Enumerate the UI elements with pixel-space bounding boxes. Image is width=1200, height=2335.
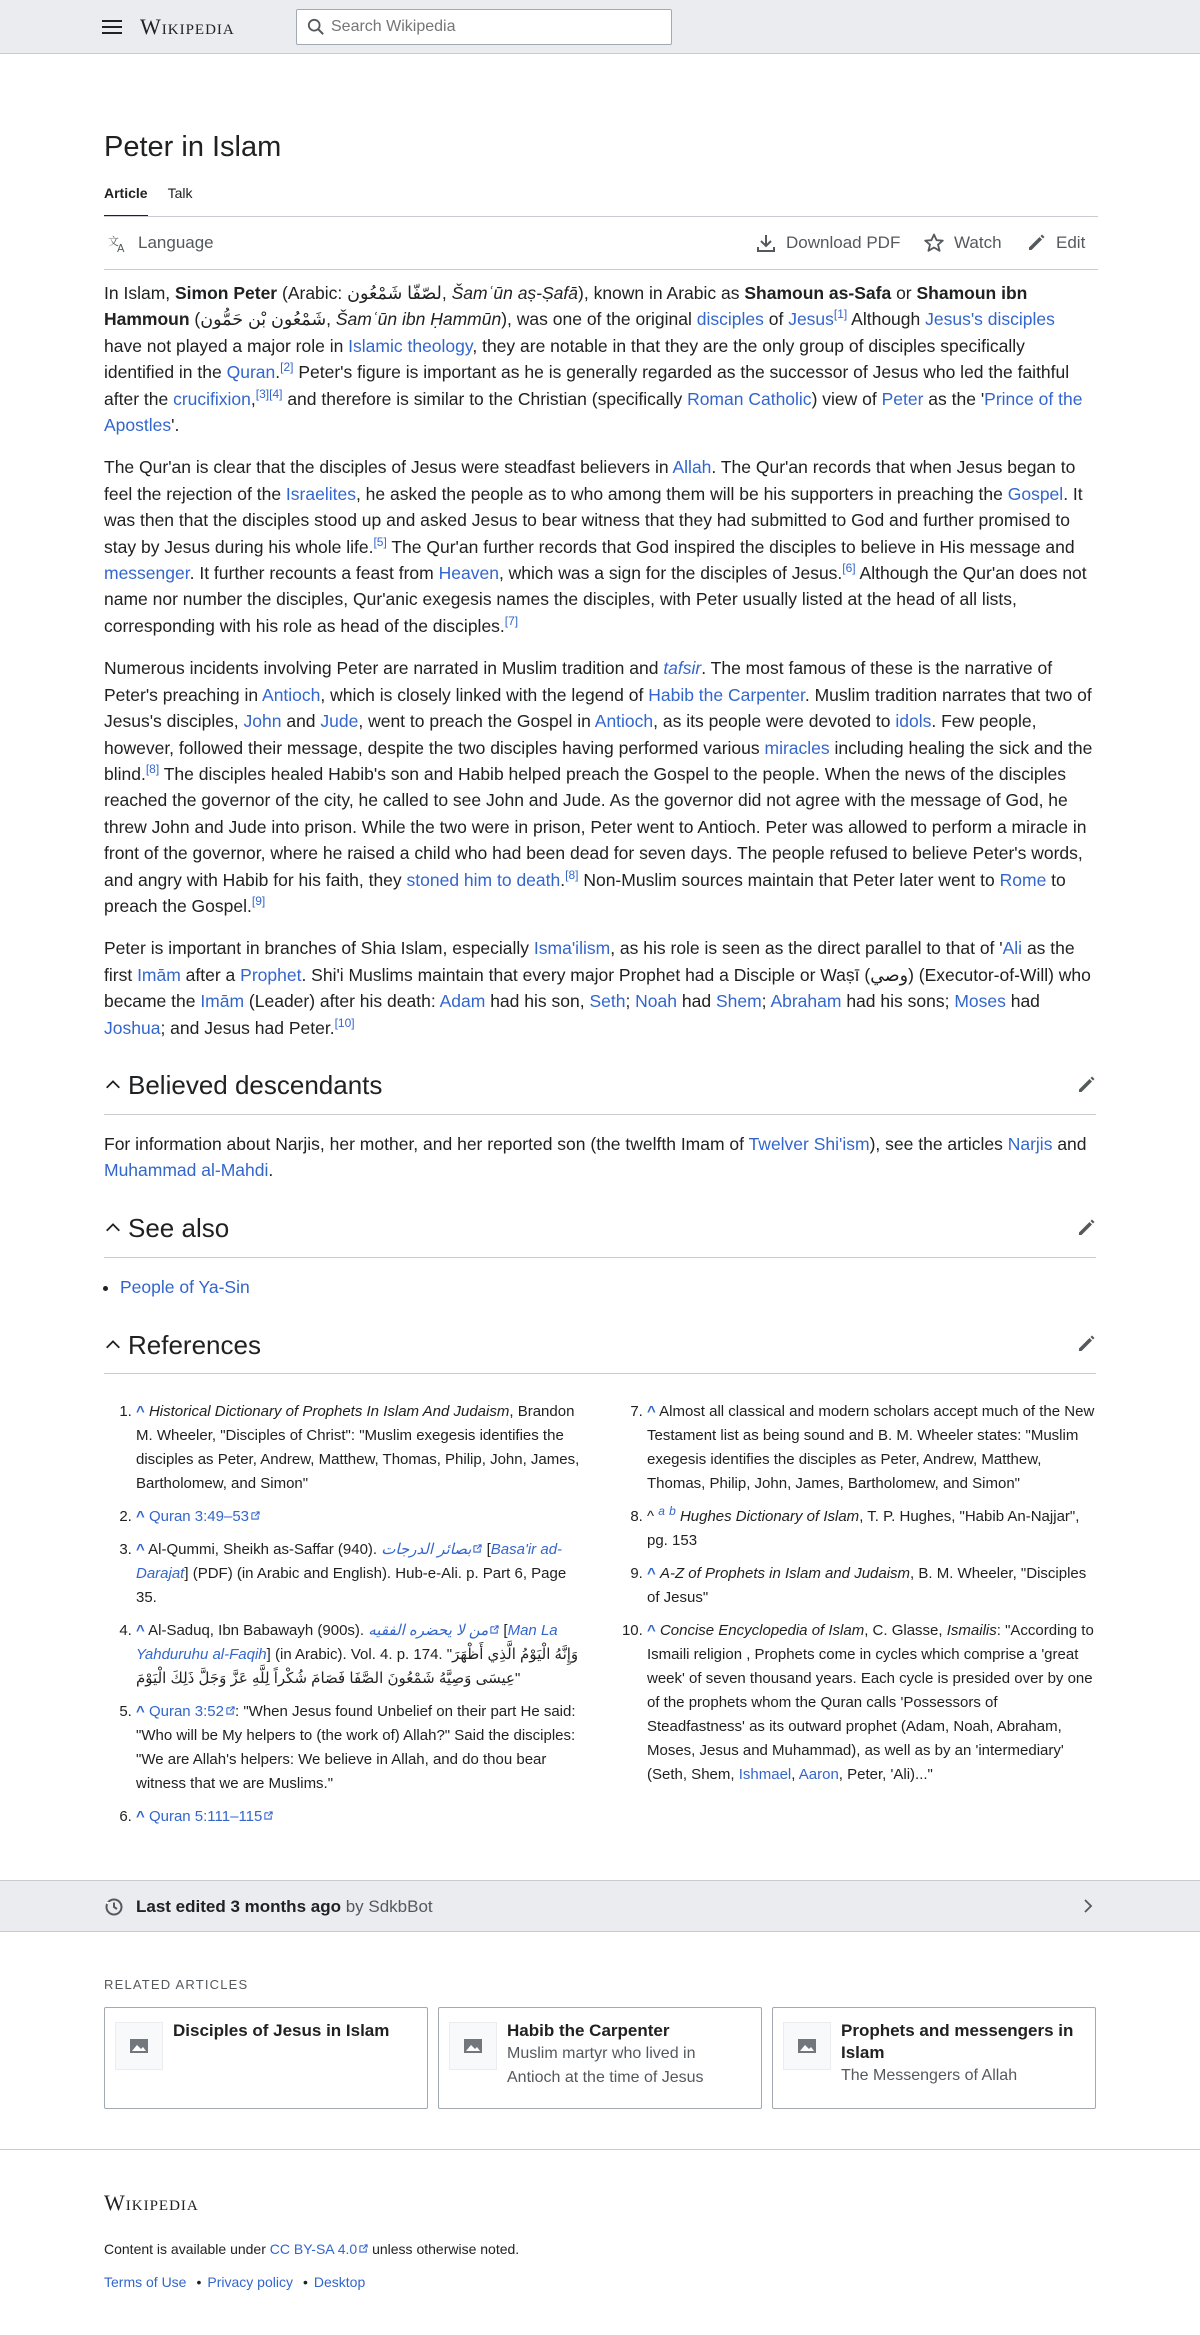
link[interactable]: Adam xyxy=(439,991,486,1012)
link[interactable]: Quran 5:111–115 xyxy=(148,1808,263,1826)
link[interactable]: Muhammad al-Mahdi xyxy=(104,1160,269,1181)
section-believed-descendants[interactable] xyxy=(104,1057,1096,1115)
chevron-up-icon[interactable] xyxy=(104,1219,122,1237)
svg-text:A: A xyxy=(117,242,125,254)
related-card-title: Habib the Carpenter xyxy=(507,2020,670,2040)
link[interactable]: Aaron xyxy=(798,1766,839,1784)
link[interactable]: Heaven xyxy=(438,563,499,584)
link[interactable]: Basa'ir ad-Darajat xyxy=(136,1541,563,1583)
related-card-desc: Muslim martyr who lived in Antioch at the time of Jesus xyxy=(507,2044,704,2086)
link[interactable]: Quran xyxy=(226,362,276,383)
last-edited-user: by SdkbBot xyxy=(340,1897,433,1917)
watch-label: Watch xyxy=(954,233,1002,252)
link[interactable]: Moses xyxy=(954,991,1006,1012)
paragraph: The Qur'an is clear that the disciples of Jesus were steadfast believers in Allah. The Qur'an records that when Jesus began to feel the rejection of the Israelites, he asked the people as to who among them will be his supporters in preaching the Gospel. It was then that the disciples stood up and asked Jesus to bear witness that they had submitted to God and further promised to stay by Jesus during his whole life.[5] The Qur'an further records that God inspired the disciples to believe in His message and messenger. It further recounts a feast from Heaven, which was a sign for the disciples of Jesus.[6] Although the Qur'an does not name nor number the disciples, Qur'anic exegesis names the disciples, with Peter usually listed at the head of all lists, corresponding with his role as head of the disciples.[7] xyxy=(104,457,1087,636)
section-heading: References xyxy=(128,1329,261,1360)
link[interactable]: من لا يحضره الفقيه xyxy=(368,1622,489,1640)
section-heading: Believed descendants xyxy=(128,1070,383,1101)
page-footer xyxy=(0,2149,1200,2335)
cite[interactable]: [4] xyxy=(269,386,283,401)
backlink[interactable]: ^ xyxy=(136,1403,145,1421)
link[interactable]: Prophet xyxy=(240,964,302,985)
backlink[interactable]: ^ xyxy=(136,1703,145,1721)
section-heading: See also xyxy=(128,1213,230,1244)
cite[interactable]: [8] xyxy=(145,762,160,777)
link[interactable]: Allah xyxy=(672,457,712,478)
link[interactable]: Jesus xyxy=(788,309,834,330)
reference-item: 9. ^ A-Z of Prophets in Islam and Judaism, B. M. Wheeler, "Disciples of Jesus" xyxy=(647,1562,1096,1610)
external-link-icon xyxy=(264,1811,273,1820)
cite[interactable]: [10] xyxy=(334,1015,355,1030)
backlink-b[interactable]: b xyxy=(669,1504,676,1519)
link[interactable]: Ishmael xyxy=(738,1766,792,1784)
references-column xyxy=(615,1400,1096,1838)
chevron-up-icon[interactable] xyxy=(104,1076,122,1094)
see-also-list xyxy=(120,1274,1096,1301)
page-tabs xyxy=(104,180,192,217)
list-item xyxy=(120,1274,1096,1301)
link[interactable]: Narjis xyxy=(1007,1133,1053,1154)
license-prefix: Content is available under xyxy=(104,2241,270,2258)
external-link-icon xyxy=(490,1625,499,1634)
menu-icon[interactable] xyxy=(102,17,122,35)
license-suffix: unless otherwise noted. xyxy=(368,2241,520,2258)
paragraph: In Islam, Simon Peter (Arabic: لصّفّا شَمْعُون, Šamʿūn aṣ-Ṣafā), known in Arabic as Shamoun as-Safa or Shamoun ibn Hammoun (شَمْعُون بْن حَمُّون, Šamʿūn ibn Ḥammūn), was one of the original disciples of Jesus[1] Although Jesus's disciples have not played a major role in Islamic theology, they are notable in that they are the only group of disciples specifically identified in the Quran.[2] Peter's figure is important as he is generally regarded as the successor of Jesus who led the faithful after the crucifixion,[3][4] and therefore is similar to the Christian (specifically Roman Catholic) view of Peter as the 'Prince of the Apostles'. xyxy=(104,283,1083,436)
backlink[interactable]: ^ xyxy=(647,1403,656,1421)
last-edited-text xyxy=(136,1894,433,1921)
cite[interactable]: [5] xyxy=(373,534,387,549)
link[interactable]: Isma'ilism xyxy=(533,938,611,959)
search-input[interactable] xyxy=(331,10,661,44)
related-card[interactable] xyxy=(104,2007,428,2109)
last-edited-bar[interactable] xyxy=(0,1880,1200,1932)
related-card[interactable] xyxy=(438,2007,762,2109)
reference-item: 8. ^ $^a$ $^b$ Hughes Dictionary of Islam, T. P. Hughes, "Habib An-Najjar", pg. 153 xyxy=(647,1505,1096,1553)
image-placeholder-icon xyxy=(115,2022,163,2070)
link[interactable]: Gospel xyxy=(1007,483,1064,504)
page-toolbar xyxy=(104,214,1098,270)
related-card-title: Disciples of Jesus in Islam xyxy=(173,2020,390,2040)
reference-item: 5. ^ Quran 3:52 : "When Jesus found Unbelief on their part He said: "Who will be My helpers to (the work of) Allah?" Said the disciples: "We are Allah's helpers: We believe in Allah, and do thou bear witness that we are Muslims." xyxy=(136,1700,585,1796)
paragraph: Peter is important in branches of Shia Islam, especially Isma'ilism, as his role is seen as the direct parallel to that of 'Ali as the first Imām after a Prophet. Shi'i Muslims maintain that every major Prophet had a Disciple or Waṣī (وصي) (Executor-of-Will) who became the Imām (Leader) after his death: Adam had his son, Seth; Noah had Shem; Abraham had his sons; Moses had Joshua; and Jesus had Peter.[10] xyxy=(104,938,1091,1038)
download-icon xyxy=(756,233,776,253)
image-placeholder-icon xyxy=(449,2022,497,2070)
related-articles xyxy=(0,1932,1200,2149)
link[interactable]: disciples xyxy=(696,309,764,330)
paragraph: For information about Narjis, her mother, and her reported son (the twelfth Imam of Twelver Shi'ism), see the articles Narjis and Muhammad al-Mahdi. xyxy=(104,1133,1087,1181)
link[interactable]: John xyxy=(243,711,282,732)
backlink[interactable]: ^ xyxy=(136,1541,145,1559)
link[interactable]: Prince of the Apostles xyxy=(104,388,1083,436)
watch-button[interactable] xyxy=(924,230,1002,257)
backlink[interactable]: ^ xyxy=(647,1622,656,1640)
link[interactable]: Seth xyxy=(589,991,626,1012)
link[interactable]: idols xyxy=(895,711,932,732)
top-header xyxy=(0,0,1200,54)
download-label: Download PDF xyxy=(786,233,901,252)
link[interactable]: Abraham xyxy=(770,991,842,1012)
external-link-icon xyxy=(251,1511,260,1520)
link[interactable]: Antioch xyxy=(594,711,654,732)
pencil-icon[interactable] xyxy=(1076,1218,1096,1238)
search-icon xyxy=(307,18,325,36)
page-title: Peter in Islam xyxy=(104,131,282,163)
cite[interactable]: [8] xyxy=(565,867,579,882)
wikipedia-wordmark[interactable]: Wikipedia xyxy=(140,14,235,39)
chevron-right-icon xyxy=(1080,1898,1096,1914)
pencil-icon[interactable] xyxy=(1076,1075,1096,1095)
link[interactable]: بصائر الدرجات xyxy=(381,1541,472,1559)
backlink[interactable]: ^ xyxy=(136,1622,145,1640)
backlink[interactable]: ^ xyxy=(136,1508,145,1526)
language-label: Language xyxy=(138,233,214,252)
reference-item: 4. ^ Al-Saduq, Ibn Babawayh (900s). من لا يحضره الفقيه [Man La Yahduruhu al-Faqih] (in Arabic). Vol. 4. p. 174. "وَإِنَّهُ الْيَوْمُ الَّذِي أَظْهَرَ عِيسَى وَصِيَّهُ شَمْعُونَ الصَّفَا فَصَامَ شُكْراً لِلَّهِ عَزَّ وَجَلَّ ذَلِكَ الْيَوْمَ" xyxy=(136,1619,585,1691)
cite[interactable]: [7] xyxy=(504,614,519,629)
backlink[interactable]: ^ xyxy=(647,1565,656,1583)
reference-item: 1. ^ Historical Dictionary of Prophets In Islam And Judaism, Brandon M. Wheeler, "Disciples of Christ": "Muslim exegesis identifies the disciples as Peter, Andrew, Matthew, Thomas, Philip, John, James, Bartholomew, and Simon" xyxy=(136,1400,585,1496)
star-icon xyxy=(924,233,944,253)
reference-item: 3. ^ Al-Qummi, Sheikh as-Saffar (940). بصائر الدرجات [Basa'ir ad-Darajat] (PDF) (in Arabic and English). Hub-e-Ali. p. Part 6, Page 35. xyxy=(136,1538,585,1610)
edit-button[interactable] xyxy=(1026,230,1085,257)
link[interactable]: Ali xyxy=(1002,938,1023,959)
pencil-icon xyxy=(1026,233,1046,253)
download-pdf-button[interactable] xyxy=(756,230,900,257)
link[interactable]: Noah xyxy=(635,991,678,1012)
paragraph: Numerous incidents involving Peter are narrated in Muslim tradition and tafsir. The most famous of these is the narrative of Peter's preaching in Antioch, which is closely linked with the legend of Habib the Carpenter. Muslim tradition narrates that two of Jesus's disciples, John and Jude, went to preach the Gospel in Antioch, as its people were devoted to idols. Few people, however, followed their message, despite the two disciples having performed various miracles including healing the sick and the blind.[8] The disciples healed Habib's son and Habib helped preach the Gospel to the people. When the news of the disciples reached the governor of the city, he called to see John and Jude. As the governor did not agree with the message of God, he threw John and Jude into prison. While the two were in prison, Peter went to Antioch. Peter was allowed to perform a miracle in front of the governor, where he raised a child who had been dead for seven days. The people refused to believe Peter's words, and angry with Habib for his faith, they stoned him to death.[8] Non-Muslim sources maintain that Peter later went to Rome to preach the Gospel.[9] xyxy=(104,658,1093,916)
license-link[interactable]: CC BY-SA 4.0 xyxy=(269,2241,358,2258)
section-see-also[interactable] xyxy=(104,1200,1096,1258)
chevron-up-icon[interactable] xyxy=(104,1336,122,1354)
pencil-icon[interactable] xyxy=(1076,1334,1096,1354)
link[interactable]: Peter xyxy=(881,388,924,409)
references-list xyxy=(104,1390,1096,1858)
language-icon xyxy=(108,233,128,253)
cite[interactable]: [9] xyxy=(251,894,266,909)
related-card-title: Prophets and messengers in Islam xyxy=(841,2020,1074,2062)
link[interactable]: Habib the Carpenter xyxy=(648,684,805,705)
link[interactable]: Imām xyxy=(137,964,181,985)
external-link-icon xyxy=(473,1544,482,1553)
footer-links: Terms of Use • Privacy policy • Desktop xyxy=(104,2273,366,2290)
link[interactable]: Roman Catholic xyxy=(687,388,812,409)
last-edited-time: Last edited 3 months ago xyxy=(136,1897,341,1917)
link[interactable]: Rome xyxy=(999,869,1047,890)
external-link-icon xyxy=(226,1706,235,1715)
see-also-link[interactable]: People of Ya-Sin xyxy=(120,1276,250,1297)
link[interactable]: Islamic theology xyxy=(348,335,473,356)
related-card[interactable] xyxy=(772,2007,1096,2109)
tab-article[interactable]: Article xyxy=(104,180,148,217)
link[interactable]: messenger xyxy=(104,563,190,584)
link[interactable]: Antioch xyxy=(262,684,321,705)
cite[interactable]: [1] xyxy=(833,307,848,322)
backlink-a[interactable]: a xyxy=(658,1504,665,1519)
link[interactable]: Imām xyxy=(200,991,245,1012)
reference-item: 10. ^ Concise Encyclopedia of Islam, C. Glasse, Ismailis: "According to Ismaili religion , Prophets come in cycles which comprise a 'great week' of seven thousand years. Each cycle is presided over by one of the prophets whom the Quran calls 'Possessors of Steadfastness' as its outward prophet (Adam, Noah, Abraham, Moses, Jesus and Muhammad), as well as by an 'intermediary' (Seth, Shem, Ishmael, Aaron, Peter, 'Ali)..." xyxy=(647,1619,1096,1787)
backlink[interactable]: ^ xyxy=(136,1808,145,1826)
external-link-icon xyxy=(359,2244,368,2253)
search-box[interactable] xyxy=(296,9,672,45)
link[interactable]: stoned him to death xyxy=(406,869,561,890)
link[interactable]: Quran 3:49–53 xyxy=(148,1508,250,1526)
link[interactable]: Jesus's disciples xyxy=(925,309,1055,330)
cite[interactable]: [2] xyxy=(280,360,294,375)
tab-talk[interactable]: Talk xyxy=(167,185,193,201)
link[interactable]: Quran 3:52 xyxy=(148,1703,224,1721)
link[interactable]: Shem xyxy=(715,991,762,1012)
image-placeholder-icon xyxy=(783,2022,831,2070)
cite[interactable]: [6] xyxy=(842,561,856,576)
link[interactable]: Jude xyxy=(320,711,359,732)
svg-text:文: 文 xyxy=(108,235,119,249)
link[interactable]: Man La Yahduruhu al-Faqih xyxy=(136,1622,558,1664)
link[interactable]: Israelites xyxy=(285,483,356,504)
link[interactable]: Joshua xyxy=(104,1017,161,1038)
reference-item: 7. ^ Almost all classical and modern scholars accept much of the New Testament list as being sound and B. M. Wheeler states: "Muslim exegesis identifies the disciples as Peter, Andrew, Matthew, Thomas, Philip, John, James, Bartholomew, and Simon" xyxy=(647,1400,1096,1496)
reference-item xyxy=(136,1805,585,1829)
footer-wordmark: Wikipedia xyxy=(104,2189,199,2215)
privacy-link[interactable]: Privacy policy xyxy=(207,2273,293,2290)
section-references[interactable] xyxy=(104,1316,1096,1374)
history-icon xyxy=(104,1897,124,1917)
related-card-desc: The Messengers of Allah xyxy=(841,2066,1018,2084)
desktop-link[interactable]: Desktop xyxy=(313,2273,366,2290)
link[interactable]: tafsir xyxy=(663,658,702,679)
article-body xyxy=(0,270,1200,1858)
link[interactable]: Twelver Shi'ism xyxy=(748,1133,870,1154)
references-column xyxy=(104,1400,585,1838)
language-button[interactable] xyxy=(108,230,214,257)
reference-item xyxy=(136,1505,585,1529)
link[interactable]: crucifixion xyxy=(173,388,251,409)
related-heading: RELATED ARTICLES xyxy=(104,1977,249,1993)
cite[interactable]: [3] xyxy=(255,386,270,401)
edit-label: Edit xyxy=(1056,233,1086,252)
link[interactable]: miracles xyxy=(764,737,830,758)
license-text xyxy=(104,2236,1096,2263)
terms-link[interactable]: Terms of Use xyxy=(104,2273,187,2290)
